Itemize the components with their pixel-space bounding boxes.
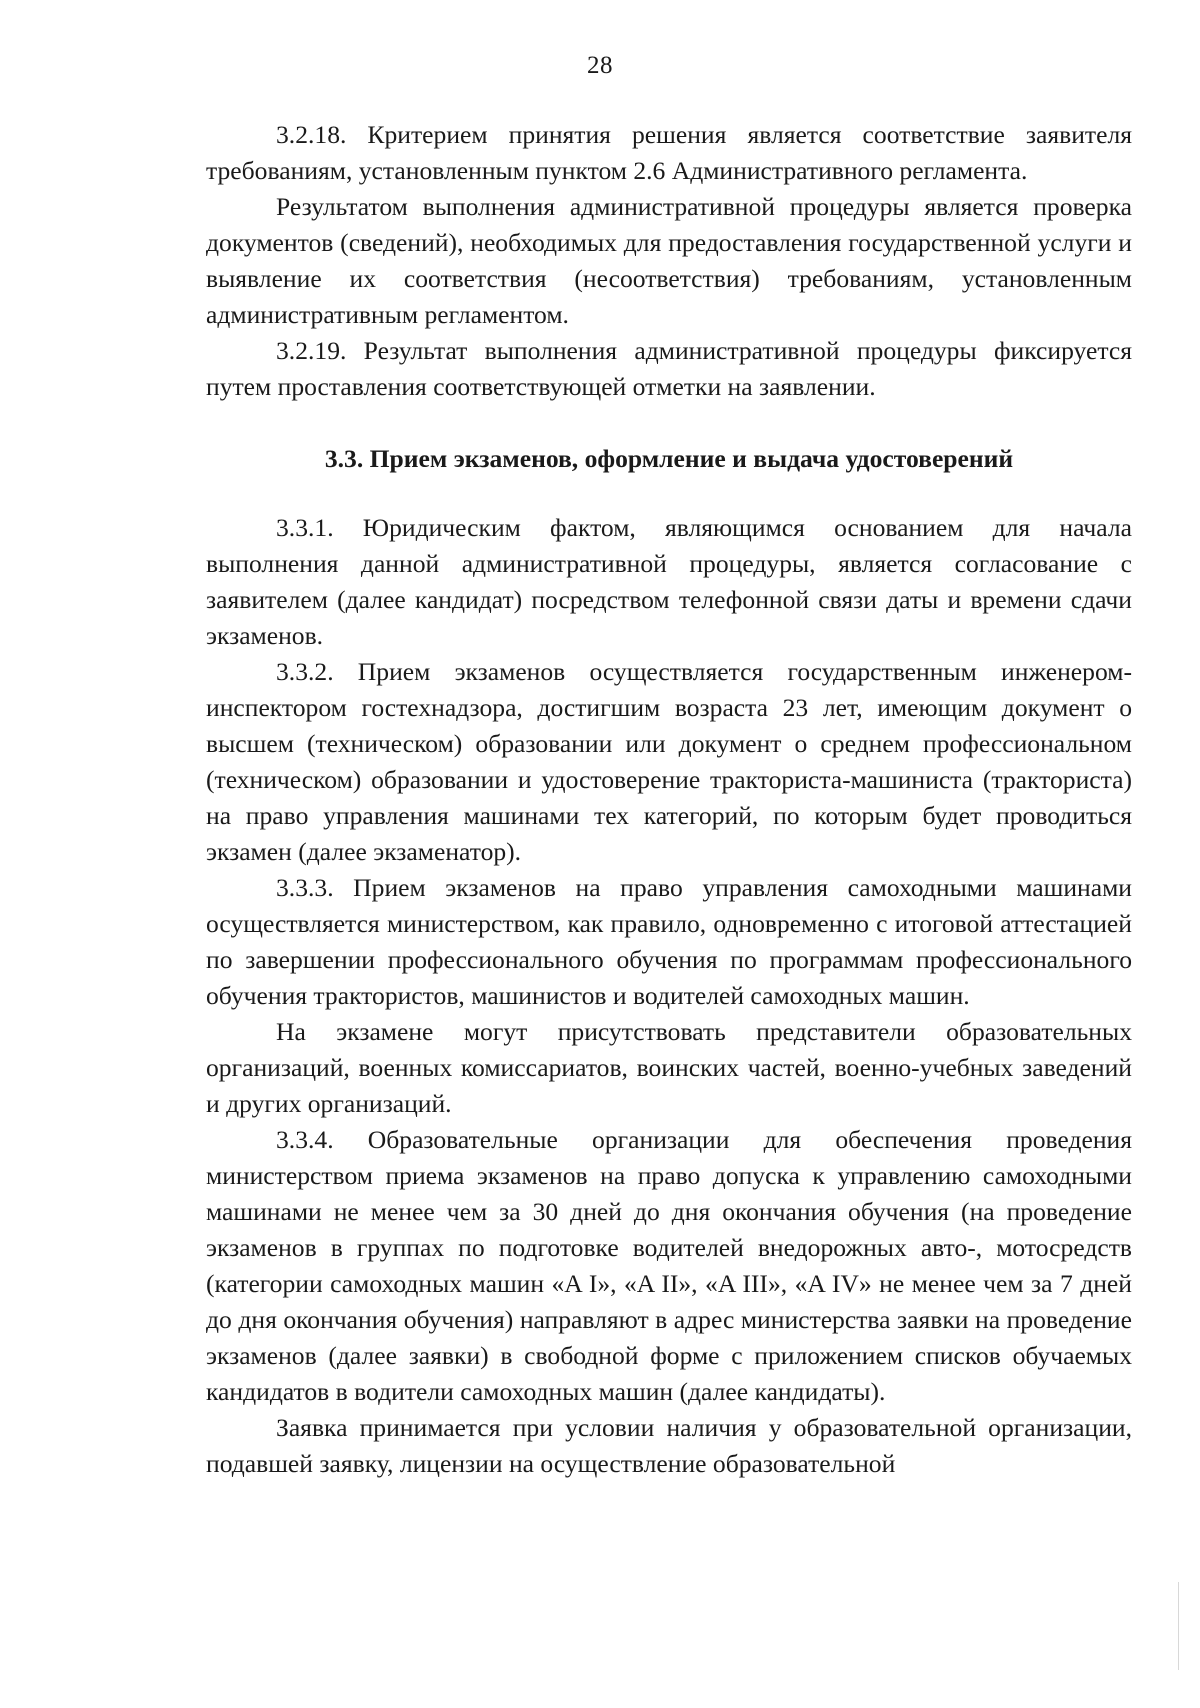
document-body (206, 117, 1132, 1482)
paragraph-3-3-2: 3.3.2. Прием экзаменов осуществляется государственным инженером-инспектором гостехнадзора, достигшим возраста 23 лет, имеющим документ о высшем (техническом) образовании или документ о среднем профессиональном (техническом) образовании и удостоверение тракториста-машиниста (тракториста) на право управления машинами тех категорий, по которым будет проводиться экзамен (далее экзаменатор). (206, 657, 1132, 866)
paragraph-procedure-result: Результатом выполнения административной процедуры является проверка документов (сведений), необходимых для предоставления государственной услуги и выявление их соответствия (несоответствия) требованиям, установленным административным регламентом. (206, 192, 1132, 329)
paragraph-3-3-3: 3.3.3. Прием экзаменов на право управления самоходными машинами осуществляется министерством, как правило, одновременно с итоговой аттестацией по завершении профессионального обучения по программам профессионального обучения трактористов, машинистов и водителей самоходных машин. (206, 873, 1132, 1010)
page-number: 28 (587, 52, 613, 79)
paragraph-3-3-4: 3.3.4. Образовательные организации для обеспечения проведения министерством приема экзаменов на право допуска к управлению самоходными машинами не менее чем за 30 дней до дня окончания обучения (на проведение экзаменов в группах по подготовке водителей внедорожных авто-, мотосредств (категории самоходных машин «A I», «A II», «A III», «A IV» не менее чем за 7 дней до дня окончания обучения) направляют в адрес министерства заявки на проведение экзаменов (далее заявки) в свободной форме с приложением списков обучаемых кандидатов в водители самоходных машин (далее кандидаты). (206, 1125, 1132, 1406)
scan-edge-mark (1178, 1582, 1179, 1670)
paragraph-exam-attendees: На экзамене могут присутствовать представители образовательных организаций, военных комиссариатов, воинских частей, военно-учебных заведений и других организаций. (206, 1017, 1132, 1118)
section-heading-3-3: 3.3. Прием экзаменов, оформление и выдача удостоверений (324, 444, 1014, 473)
paragraph-application-accepted: Заявка принимается при условии наличия у образовательной организации, подавшей заявку, лицензии на осуществление образовательной (206, 1413, 1132, 1478)
paragraph-3-2-19: 3.2.19. Результат выполнения административной процедуры фиксируется путем проставления соответствующей отметки на заявлении. (206, 336, 1132, 401)
paragraph-3-3-1: 3.3.1. Юридическим фактом, являющимся основанием для начала выполнения данной административной процедуры, является согласование с заявителем (далее кандидат) посредством телефонной связи даты и времени сдачи экзаменов. (206, 513, 1132, 650)
paragraph-3-2-18: 3.2.18. Критерием принятия решения является соответствие заявителя требованиям, установленным пунктом 2.6 Административного регламента. (206, 120, 1132, 185)
